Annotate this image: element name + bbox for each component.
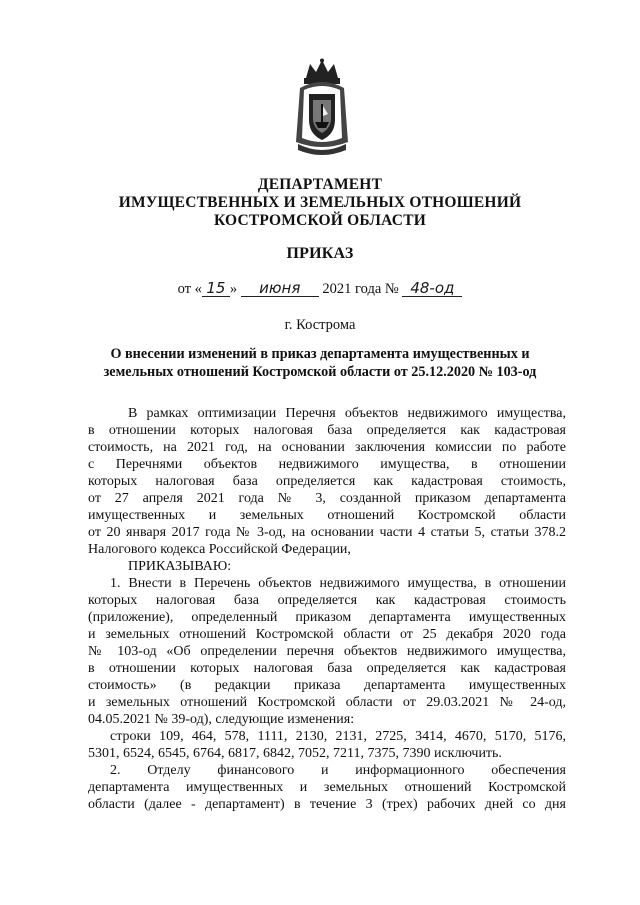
date-prefix: от «: [177, 281, 202, 297]
order-subject-line-1: О внесении изменений в приказ департамента имущественных и: [110, 346, 530, 362]
body-text-line: которых налоговая база определяется как кадастровая стоимость: [88, 593, 566, 608]
department-name-line-3: КОСТРОМСКОЙ ОБЛАСТИ: [213, 212, 426, 229]
body-text-line: имущественных и земельных отношений Костромской области: [88, 508, 566, 523]
year-and-number-label: 2021 года №: [322, 281, 399, 297]
body-text-line: от 27 апреля 2021 года № 3, созданной приказом департамента: [88, 491, 566, 506]
handwritten-month: июня: [241, 280, 319, 297]
body-text-line: 2. Отделу финансового и информационного обеспечения: [110, 763, 566, 778]
body-text-line: и земельных отношений Костромской области от 25 декабря 2020 года: [88, 627, 566, 642]
body-text-line: строки 109, 464, 578, 1111, 2130, 2131, 2725, 3414, 4670, 5170, 5176,: [110, 729, 566, 744]
department-name-line-2: ИМУЩЕСТВЕННЫХ И ЗЕМЕЛЬНЫХ ОТНОШЕНИЙ: [118, 194, 522, 211]
date-quote-close: »: [229, 281, 238, 297]
body-text-line: области (далее - департамент) в течение 3 (трех) рабочих дней со дня: [88, 797, 566, 812]
body-text-line: департамента имущественных и земельных отношений Костромской: [88, 780, 566, 795]
handwritten-order-number: 48-од: [402, 280, 462, 297]
body-text-line: в отношении которых налоговая база определяется как кадастровая: [88, 661, 566, 676]
order-subject-line-2: земельных отношений Костромской области от 25.12.2020 № 103-од: [103, 364, 537, 380]
body-text-line: (приложение), определенный приказом департамента имущественных: [88, 610, 566, 625]
body-text-line: с Перечнями объектов недвижимого имущества, в отношении: [88, 457, 566, 472]
body-text-line: Налогового кодекса Российской Федерации,: [88, 542, 351, 557]
order-title: ПРИКАЗ: [286, 245, 354, 262]
orders-keyword: ПРИКАЗЫВАЮ:: [128, 559, 232, 574]
body-text-line: от 20 января 2017 года № 3-од, на основании части 4 статьи 5, статьи 378.2: [88, 525, 566, 540]
body-text-line: В рамках оптимизации Перечня объектов недвижимого имущества,: [128, 406, 566, 421]
body-text-line: № 103-од «Об определении перечня объектов недвижимого имущества,: [88, 644, 566, 659]
body-text-line: стоимость, на 2021 год, на основании заключения комиссии по работе: [88, 440, 566, 455]
body-text-line: и земельных отношений Костромской области от 29.03.2021 № 24-од,: [88, 695, 566, 710]
body-text-line: в отношении которых налоговая база определяется как кадастровая: [88, 423, 566, 438]
handwritten-day: 15: [202, 280, 230, 297]
body-text-line: 5301, 6524, 6545, 6764, 6817, 6842, 7052, 7211, 7375, 7390 исключить.: [88, 746, 502, 761]
coat-of-arms-emblem: [292, 58, 352, 160]
body-text-line: стоимость» (в редакции приказа департамента имущественных: [88, 678, 566, 693]
body-text-line: 04.05.2021 № 39-од), следующие изменения:: [88, 712, 355, 727]
body-text-line: 1. Внести в Перечень объектов недвижимого имущества, в отношении: [110, 576, 566, 591]
city-name: г. Кострома: [284, 317, 356, 333]
order-date-number-line: [60, 280, 580, 298]
department-name-line-1: ДЕПАРТАМЕНТ: [257, 176, 383, 193]
body-text-line: которых налоговая база определяется как кадастровая стоимость,: [88, 474, 566, 489]
